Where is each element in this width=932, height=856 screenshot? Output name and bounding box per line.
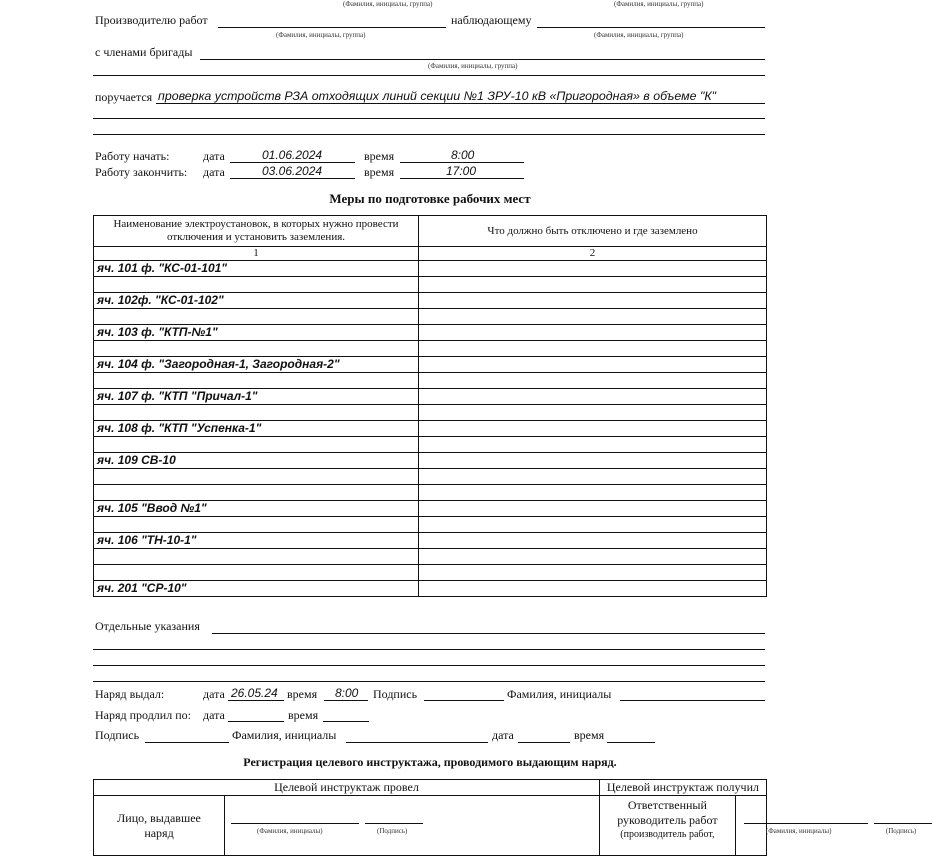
extended-name-label: Фамилия, инициалы (232, 728, 337, 742)
col1-number: 1 (94, 247, 419, 261)
issued-time-label: время (287, 687, 318, 701)
measures-row-action[interactable] (419, 453, 767, 469)
start-date-value[interactable]: 01.06.2024 (262, 148, 323, 162)
measures-row-action[interactable] (419, 293, 767, 309)
observer-label: наблюдающему (451, 13, 532, 27)
extended-time-label-2: время (574, 728, 605, 742)
reg-left-cap-name: (Фамилия, инициалы) (257, 827, 323, 835)
task-value[interactable]: проверка устройств РЗА отходящих линий секции №1 ЗРУ-10 кВ «Пригородная» в объеме "К" (158, 89, 717, 103)
measures-row-installation[interactable] (94, 437, 419, 453)
extended-sign-label: Подпись (95, 728, 140, 742)
notes-field-line-4[interactable] (93, 681, 765, 682)
issued-date-label: дата (203, 687, 225, 701)
measures-row-action[interactable] (419, 405, 767, 421)
extended-label: Наряд продлил по: (95, 708, 191, 722)
reg-left-cap-sign: (Подпись) (377, 827, 408, 835)
measures-row (94, 277, 767, 293)
measures-row-action[interactable] (419, 565, 767, 581)
issued-name-label: Фамилия, инициалы (507, 687, 612, 701)
measures-row-action[interactable] (419, 469, 767, 485)
start-time-label: время (364, 149, 395, 163)
measures-row-installation[interactable]: яч. 101 ф. "КС-01-101" (94, 261, 419, 277)
col1-header: Наименование электроустановок, в которых нужно провести отключения и установить заземления. (94, 216, 419, 247)
measures-row-action[interactable] (419, 261, 767, 277)
issued-time-value[interactable]: 8:00 (335, 686, 359, 700)
reg-left-person (94, 796, 225, 856)
measures-row-action[interactable] (419, 421, 767, 437)
extended-date-label-2: дата (492, 728, 514, 742)
measures-row-action[interactable] (419, 341, 767, 357)
measures-row (94, 437, 767, 453)
reg-right-person-2: руководитель работ (617, 813, 718, 827)
col2-number: 2 (419, 247, 767, 261)
end-date-label: дата (203, 165, 225, 179)
extended-date-line-2[interactable] (518, 742, 570, 743)
measures-row-action[interactable] (419, 389, 767, 405)
notes-field-line-2[interactable] (93, 649, 765, 650)
measures-row (94, 341, 767, 357)
reg-left-person-text: Лицо, выдавшее наряд (117, 810, 201, 840)
end-time-value[interactable]: 17:00 (446, 164, 477, 178)
extended-time-line[interactable] (323, 721, 369, 722)
reg-right-cap-name: (Фамилия, инициалы) (765, 827, 832, 835)
notes-field-line-3[interactable] (93, 665, 765, 666)
measures-row-action[interactable] (419, 549, 767, 565)
crew-caption: (Фамилия, инициалы, группа) (428, 62, 518, 70)
measures-row (94, 485, 767, 501)
registration-table (93, 779, 917, 856)
producer-caption: (Фамилия, инициалы, группа) (276, 31, 366, 39)
reg-col-right-header: Целевой инструктаж получил (599, 780, 766, 796)
measures-row (94, 261, 767, 277)
measures-row-installation[interactable]: яч. 107 ф. "КТП "Причал-1" (94, 389, 419, 405)
crew-field-line-2[interactable] (93, 75, 765, 76)
measures-row-installation[interactable] (94, 549, 419, 565)
measures-row-installation[interactable] (94, 405, 419, 421)
issued-label: Наряд выдал: (95, 687, 165, 701)
registration-title: Регистрация целевого инструктажа, проводимого выдающим наряд. (243, 755, 617, 769)
measures-row-installation[interactable]: яч. 105 "Ввод №1" (94, 501, 419, 517)
measures-table (93, 215, 767, 597)
measures-row-action[interactable] (419, 357, 767, 373)
measures-row-action[interactable] (419, 517, 767, 533)
start-date-label: дата (203, 149, 225, 163)
crew-field-line[interactable] (200, 59, 765, 60)
measures-row (94, 389, 767, 405)
start-label: Работу начать: (95, 149, 170, 163)
reg-right-person-1: Ответственный (627, 798, 707, 812)
start-time-value[interactable]: 8:00 (451, 148, 475, 162)
measures-row (94, 501, 767, 517)
measures-row (94, 517, 767, 533)
measures-row-action[interactable] (419, 581, 767, 597)
measures-row (94, 309, 767, 325)
measures-row-action[interactable] (419, 533, 767, 549)
reg-col-left-header: Целевой инструктаж провел (94, 780, 600, 796)
measures-row-installation[interactable] (94, 309, 419, 325)
measures-row (94, 581, 767, 597)
measures-row-installation[interactable]: яч. 102ф. "КС-01-102" (94, 293, 419, 309)
measures-row-installation[interactable]: яч. 106 "ТН-10-1" (94, 533, 419, 549)
measures-row-installation[interactable] (94, 485, 419, 501)
measures-row-installation[interactable] (94, 469, 419, 485)
measures-row (94, 565, 767, 581)
measures-row-installation[interactable]: яч. 109 СВ-10 (94, 453, 419, 469)
crew-label: с членами бригады (95, 45, 193, 59)
reg-right-sign-cell[interactable] (735, 796, 917, 856)
notes-label: Отдельные указания (95, 619, 200, 633)
measures-row-installation[interactable] (94, 517, 419, 533)
measures-row (94, 421, 767, 437)
extended-time-line-2[interactable] (607, 742, 655, 743)
measures-row-action[interactable] (419, 437, 767, 453)
extended-date-line[interactable] (228, 721, 284, 722)
col2-header: Что должно быть отключено и где заземлено (419, 216, 767, 247)
measures-row-action[interactable] (419, 277, 767, 293)
measures-row (94, 453, 767, 469)
end-time-label: время (364, 165, 395, 179)
measures-row-installation[interactable]: яч. 201 "СР-10" (94, 581, 419, 597)
measures-row-action[interactable] (419, 485, 767, 501)
measures-row-action[interactable] (419, 325, 767, 341)
task-field-line-3[interactable] (93, 134, 765, 135)
measures-row (94, 549, 767, 565)
observer-caption: (Фамилия, инициалы, группа) (594, 31, 684, 39)
reg-left-sign-cell[interactable] (225, 796, 600, 856)
measures-row (94, 373, 767, 389)
end-date-value[interactable]: 03.06.2024 (262, 164, 323, 178)
end-label: Работу закончить: (95, 165, 188, 179)
measures-title: Меры по подготовке рабочих мест (329, 191, 531, 206)
measures-row-installation[interactable] (94, 277, 419, 293)
top-caption-left: (Фамилия, инициалы, группа) (343, 0, 433, 8)
measures-row (94, 325, 767, 341)
measures-row (94, 405, 767, 421)
issued-sign-line[interactable] (424, 700, 504, 701)
extended-name-line[interactable] (346, 742, 488, 743)
extended-sign-line[interactable] (145, 742, 229, 743)
top-caption-right: (Фамилия, инициалы, группа) (614, 0, 704, 8)
measures-row (94, 533, 767, 549)
measures-row-installation[interactable] (94, 565, 419, 581)
observer-field-line[interactable] (537, 27, 765, 28)
reg-right-person-3: (производитель работ, (620, 829, 715, 840)
measures-row-action[interactable] (419, 501, 767, 517)
measures-row-action[interactable] (419, 309, 767, 325)
measures-row-installation[interactable] (94, 341, 419, 357)
measures-row (94, 357, 767, 373)
measures-row-installation[interactable] (94, 373, 419, 389)
producer-field-line[interactable] (218, 27, 446, 28)
measures-row (94, 469, 767, 485)
issued-sign-label: Подпись (373, 687, 418, 701)
measures-row-installation[interactable]: яч. 108 ф. "КТП "Успенка-1" (94, 421, 419, 437)
measures-row (94, 293, 767, 309)
producer-label: Производителю работ (95, 13, 208, 27)
reg-right-person (599, 796, 735, 856)
issued-name-line[interactable] (620, 700, 765, 701)
measures-row-installation[interactable]: яч. 103 ф. "КТП-№1" (94, 325, 419, 341)
task-field-line-2[interactable] (93, 118, 765, 119)
extended-date-label: дата (203, 708, 225, 722)
task-label: поручается (95, 90, 153, 104)
issued-date-value[interactable]: 26.05.24 (231, 686, 278, 700)
extended-time-label: время (288, 708, 319, 722)
measures-row-installation[interactable]: яч. 104 ф. "Загородная-1, Загородная-2" (94, 357, 419, 373)
reg-right-cap-sign: (Подпись) (885, 827, 917, 835)
measures-row-action[interactable] (419, 373, 767, 389)
notes-field-line[interactable] (212, 633, 765, 634)
